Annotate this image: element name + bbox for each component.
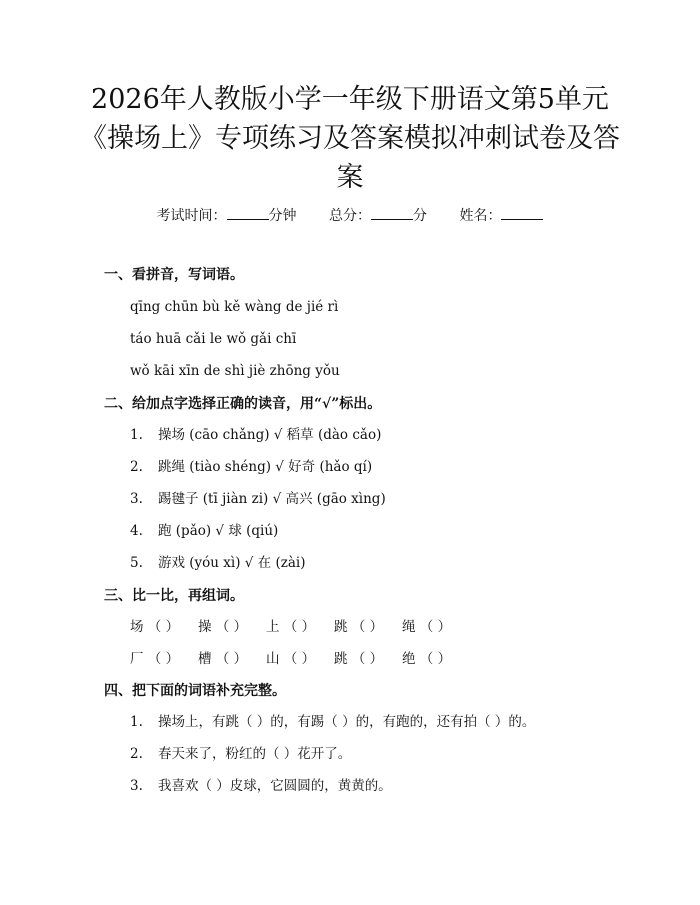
list-item: [130, 521, 278, 541]
section-2-heading: 二、给加点字选择正确的读音，用“√”标出。: [104, 396, 382, 412]
item-number: 3.: [130, 778, 143, 794]
exam-score-blank: [371, 205, 413, 220]
exam-time-blank: [227, 205, 269, 220]
word-cell: 厂 （ ）: [130, 651, 180, 667]
item-number: 3.: [130, 491, 143, 507]
list-item: [130, 744, 351, 764]
exam-score: [329, 205, 427, 226]
pinyin-line: táo huā cǎi le wǒ gǎi chī: [130, 331, 297, 347]
exam-time-unit: 分钟: [268, 208, 297, 224]
word-compare-row: [130, 649, 470, 669]
item-text: 跑 (pǎo) √ 球 (qiú): [158, 523, 279, 539]
word-cell: 槽 （ ）: [198, 651, 248, 667]
word-cell: 山 （ ）: [266, 651, 316, 667]
item-text: 操场上，有跳（ ）的，有踢（ ）的，有跑的，还有拍（ ）的。: [158, 714, 536, 730]
item-text: 我喜欢（ ）皮球，它圆圆的，黄黄的。: [158, 778, 392, 794]
item-number: 2.: [130, 746, 143, 762]
list-item: [130, 776, 392, 796]
exam-time-label: 考试时间：: [156, 208, 227, 224]
list-item: [130, 553, 306, 573]
pinyin-line: qīng chūn bù kě wàng de jié rì: [130, 299, 339, 315]
exam-score-label: 总分：: [329, 208, 371, 224]
word-cell: 跳 （ ）: [334, 651, 384, 667]
section-4-heading: 四、把下面的词语补充完整。: [104, 683, 286, 699]
item-number: 1.: [130, 714, 143, 730]
item-text: 游戏 (yóu xì) √ 在 (zài): [158, 555, 306, 571]
word-cell: 上 （ ）: [266, 619, 316, 635]
exam-info-bar: [0, 205, 700, 226]
list-item: [130, 425, 381, 445]
list-item: [130, 489, 386, 509]
item-number: 2.: [130, 459, 143, 475]
exam-score-unit: 分: [413, 208, 427, 224]
word-cell: 操 （ ）: [198, 619, 248, 635]
item-number: 5.: [130, 555, 143, 571]
item-text: 跳绳 (tiào shéng) √ 好奇 (hǎo qí): [158, 459, 373, 475]
item-text: 踢毽子 (tī jiàn zi) √ 高兴 (gāo xìng): [158, 491, 386, 507]
section-1-heading: 一、看拼音，写词语。: [104, 267, 244, 283]
item-number: 1.: [130, 427, 143, 443]
word-cell: 跳 （ ）: [334, 619, 384, 635]
word-cell: 绳 （ ）: [402, 619, 452, 635]
word-cell: 绝 （ ）: [402, 651, 452, 667]
exam-name-label: 姓名：: [459, 208, 502, 224]
document-title: 2026年人教版小学一年级下册语文第5单元《操场上》专项练习及答案模拟冲刺试卷及答案: [80, 84, 620, 193]
item-number: 4.: [130, 523, 143, 539]
pinyin-line: wǒ kāi xīn de shì jiè zhōng yǒu: [130, 363, 340, 379]
word-cell: 场 （ ）: [130, 619, 180, 635]
item-text: 操场 (cāo chǎng) √ 稻草 (dào cǎo): [158, 427, 382, 443]
list-item: [130, 457, 372, 477]
word-compare-row: [130, 617, 470, 637]
section-3-heading: 三、比一比，再组词。: [104, 588, 244, 604]
exam-time: [157, 205, 297, 226]
item-text: 春天来了，粉红的（ ）花开了。: [158, 746, 352, 762]
list-item: [130, 712, 535, 732]
exam-name-blank: [501, 205, 543, 220]
exam-name: [459, 205, 543, 226]
